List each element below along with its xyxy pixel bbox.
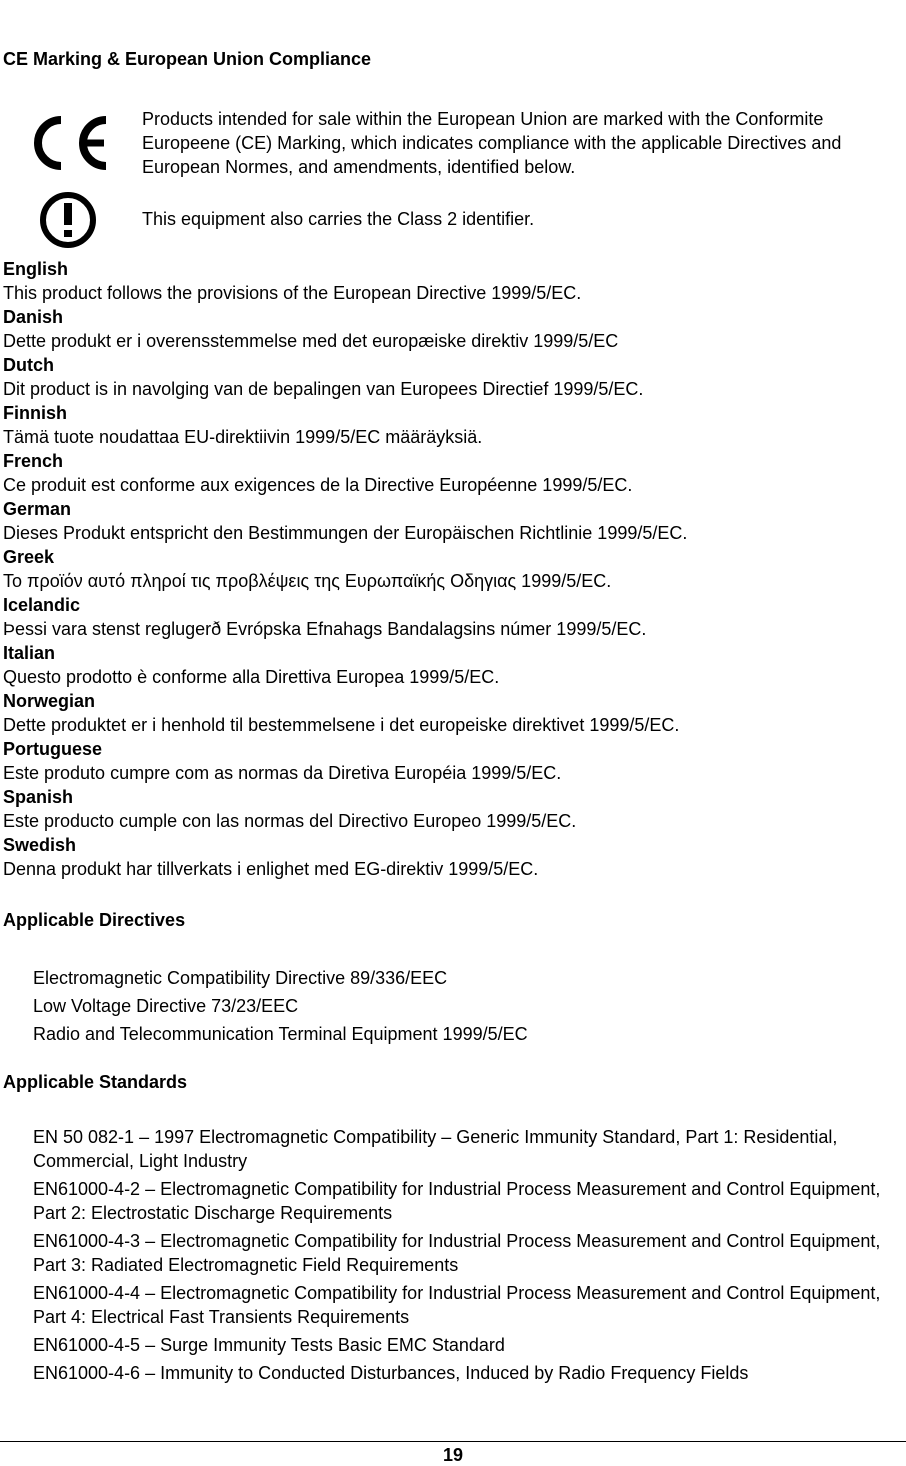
intro-paragraph: Products intended for sale within the European Union are marked with the Conformite Europeene (CE) Marking, which indicates compliance with the applicable Directives and European Normes, and amendments, identified below. <box>142 109 842 177</box>
language-name: Norwegian <box>3 691 96 711</box>
standards-heading: Applicable Standards <box>3 1072 188 1092</box>
class2-statement: This equipment also carries the Class 2 identifier. <box>142 209 535 229</box>
directive-item: Low Voltage Directive 73/23/EEC <box>33 996 299 1016</box>
page-title: CE Marking & European Union Compliance <box>3 49 372 69</box>
ce-mark-icon <box>24 108 112 178</box>
language-name: Greek <box>3 547 55 567</box>
standard-item: EN 50 082-1 – 1997 Electromagnetic Compatibility – Generic Immunity Standard, Part 1: Residential, Commercial, Light Industry <box>33 1127 838 1171</box>
directives-heading: Applicable Directives <box>3 910 186 930</box>
language-statement: Þessi vara stenst reglugerð Evrópska Efnahags Bandalagsins númer 1999/5/EC. <box>3 619 647 639</box>
language-statement: Dieses Produkt entspricht den Bestimmungen der Europäischen Richtlinie 1999/5/EC. <box>3 523 688 543</box>
standard-item: EN61000-4-5 – Surge Immunity Tests Basic EMC Standard <box>33 1335 505 1355</box>
directives-list <box>33 964 893 1048</box>
language-name: Icelandic <box>3 595 81 615</box>
language-statement: Este producto cumple con las normas del Directivo Europeo 1999/5/EC. <box>3 811 577 831</box>
language-statement: This product follows the provisions of the European Directive 1999/5/EC. <box>3 283 582 303</box>
language-name: Danish <box>3 307 64 327</box>
standard-item: EN61000-4-6 – Immunity to Conducted Disturbances, Induced by Radio Frequency Fields <box>33 1363 749 1383</box>
language-statement: Dette produkt er i overensstemmelse med det europæiske direktiv 1999/5/EC <box>3 331 619 351</box>
standard-item: EN61000-4-3 – Electromagnetic Compatibility for Industrial Process Measurement and Control Equipment, Part 3: Radiated Electromagnetic Field Requirements <box>33 1231 881 1275</box>
footer-divider <box>0 1441 906 1442</box>
language-statement: Tämä tuote noudattaa EU-direktiivin 1999/5/EC määräyksiä. <box>3 427 483 447</box>
language-name: Finnish <box>3 403 67 423</box>
language-name: Dutch <box>3 355 54 375</box>
language-name: English <box>3 259 69 279</box>
directive-item: Electromagnetic Compatibility Directive 89/336/EEC <box>33 968 448 988</box>
language-name: Portuguese <box>3 739 103 759</box>
directive-item: Radio and Telecommunication Terminal Equipment 1999/5/EC <box>33 1024 528 1044</box>
standards-list <box>33 1125 905 1389</box>
language-name: Swedish <box>3 835 77 855</box>
language-statement: Το προϊόν αυτό πληροί τις προβλέψεις της Ευρωπαϊκής Οδηγιας 1999/5/EC. <box>3 571 612 591</box>
standard-item: EN61000-4-2 – Electromagnetic Compatibility for Industrial Process Measurement and Control Equipment, Part 2: Electrostatic Discharge Requirements <box>33 1179 881 1223</box>
language-name: Italian <box>3 643 56 663</box>
language-list <box>3 257 903 881</box>
language-statement: Ce produit est conforme aux exigences de la Directive Européenne 1999/5/EC. <box>3 475 633 495</box>
language-statement: Este produto cumpre com as normas da Diretiva Européia 1999/5/EC. <box>3 763 562 783</box>
language-name: Spanish <box>3 787 74 807</box>
class2-alert-icon <box>35 190 101 250</box>
language-statement: Dit product is in navolging van de bepalingen van Europees Directief 1999/5/EC. <box>3 379 644 399</box>
language-statement: Denna produkt har tillverkats i enlighet med EG-direktiv 1999/5/EC. <box>3 859 539 879</box>
standard-item: EN61000-4-4 – Electromagnetic Compatibility for Industrial Process Measurement and Control Equipment, Part 4: Electrical Fast Transients Requirements <box>33 1283 881 1327</box>
language-statement: Dette produktet er i henhold til bestemmelsene i det europeiske direktivet 1999/5/EC. <box>3 715 680 735</box>
language-name: French <box>3 451 64 471</box>
language-statement: Questo prodotto è conforme alla Direttiva Europea 1999/5/EC. <box>3 667 500 687</box>
language-name: German <box>3 499 72 519</box>
page-number: 19 <box>442 1445 464 1465</box>
